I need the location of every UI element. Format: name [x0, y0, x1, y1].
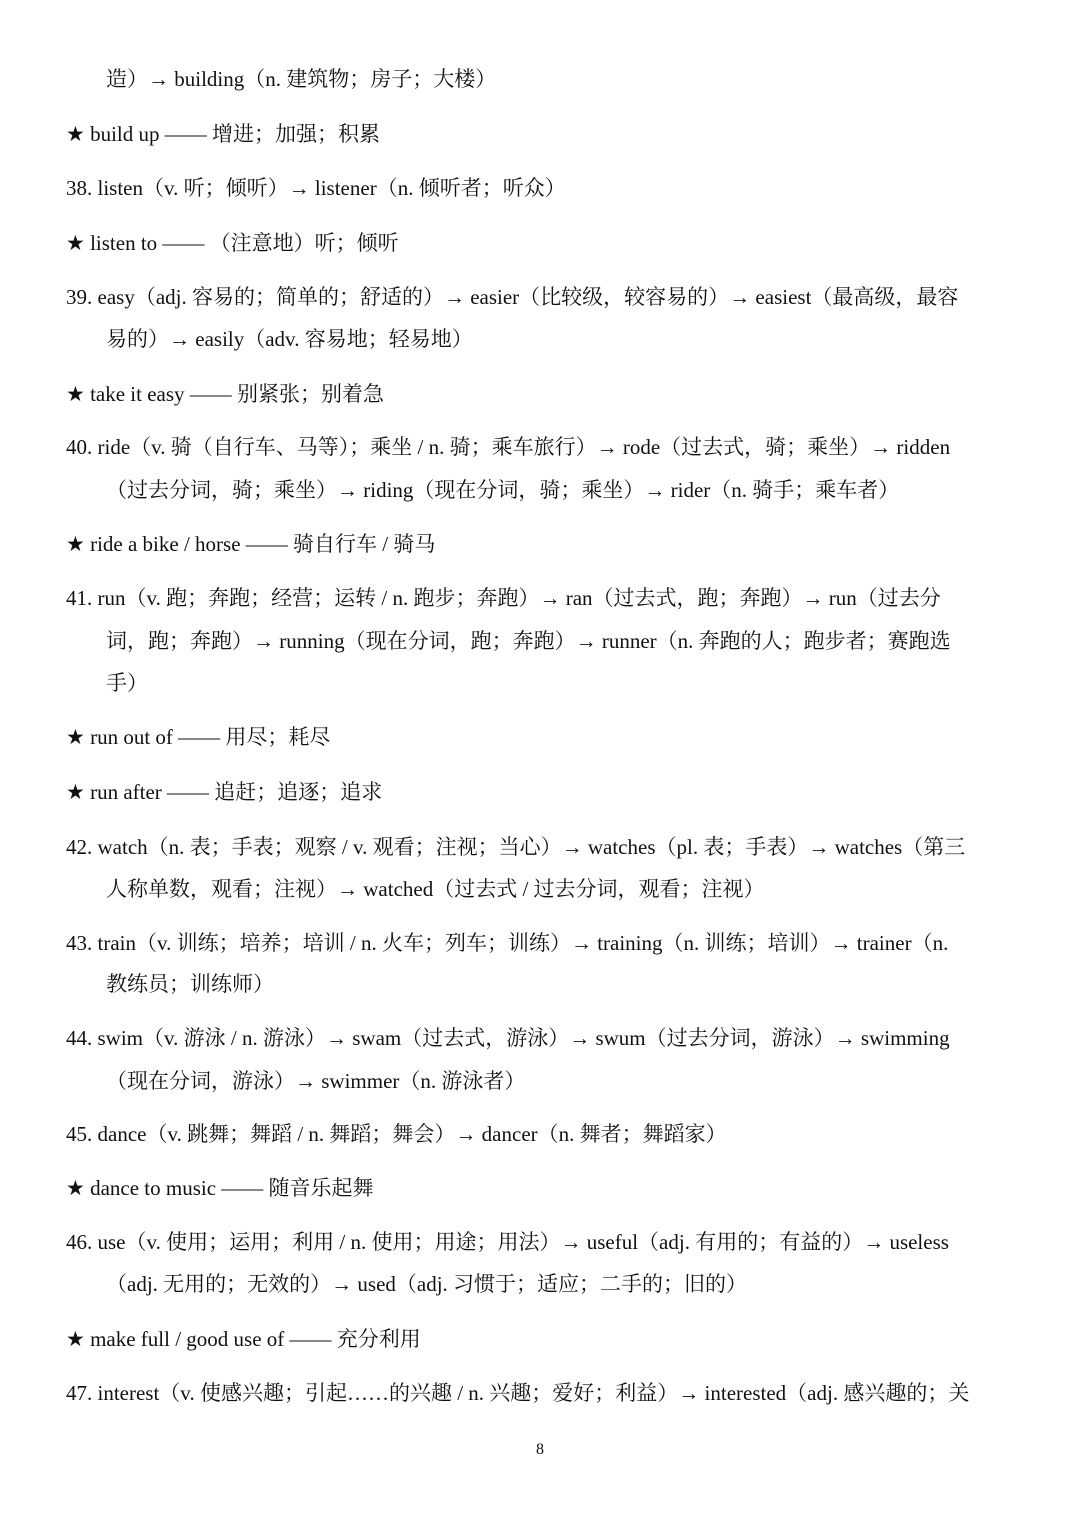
- entry-39: 39. easy（adj. 容易的；简单的；舒适的）→ easier（比较级，较容易的）→ easiest（最高级，最容: [66, 285, 959, 309]
- entry-41: 41. run（v. 跑；奔跑；经营；运转 / n. 跑步；奔跑）→ ran（过去式，跑；奔跑）→ run（过去分: [66, 586, 941, 610]
- entry-46-continuation: （adj. 无用的；无效的）→ used（adj. 习惯于；适应；二手的；旧的）: [106, 1272, 748, 1296]
- entry-42-continuation: 人称单数，观看；注视）→ watched（过去式 / 过去分词，观看；注视）: [106, 877, 765, 901]
- phrase-ride-a-bike: ★ ride a bike / horse —— 骑自行车 / 骑马: [66, 532, 436, 556]
- entry-44: 44. swim（v. 游泳 / n. 游泳）→ swam（过去式，游泳）→ swum（过去分词，游泳）→ swimming: [66, 1026, 950, 1050]
- entry-39-continuation: 易的）→ easily（adv. 容易地；轻易地）: [106, 327, 473, 351]
- entry-40: 40. ride（v. 骑（自行车、马等）；乘坐 / n. 骑；乘车旅行）→ rode（过去式，骑；乘坐）→ ridden: [66, 435, 951, 459]
- entry-45: 45. dance（v. 跳舞；舞蹈 / n. 舞蹈；舞会）→ dancer（n. 舞者；舞蹈家）: [66, 1122, 727, 1146]
- phrase-dance-to-music: ★ dance to music —— 随音乐起舞: [66, 1176, 374, 1200]
- phrase-run-after: ★ run after —— 追赶；追逐；追求: [66, 780, 383, 804]
- entry-42: 42. watch（n. 表；手表；观察 / v. 观看；注视；当心）→ watches（pl. 表；手表）→ watches（第三: [66, 835, 966, 859]
- entry-46: 46. use（v. 使用；运用；利用 / n. 使用；用途；用法）→ useful（adj. 有用的；有益的）→ useless: [66, 1230, 949, 1254]
- entry-41-continuation-2: 手）: [106, 671, 148, 695]
- entry-43-continuation: 教练员；训练师）: [106, 972, 274, 996]
- entry-37-continuation: 造）→ building（n. 建筑物；房子；大楼）: [106, 67, 497, 91]
- phrase-take-it-easy: ★ take it easy —— 别紧张；别着急: [66, 382, 385, 406]
- page-number: 8: [536, 1441, 544, 1458]
- entry-41-continuation: 词，跑；奔跑）→ running（现在分词，跑；奔跑）→ runner（n. 奔跑的人；跑步者；赛跑选: [106, 629, 951, 653]
- entry-47: 47. interest（v. 使感兴趣；引起……的兴趣 / n. 兴趣；爱好；利益）→ interested（adj. 感兴趣的；关: [66, 1381, 970, 1405]
- entry-38: 38. listen（v. 听；倾听）→ listener（n. 倾听者；听众）: [66, 176, 566, 200]
- entry-40-continuation: （过去分词，骑；乘坐）→ riding（现在分词，骑；乘坐）→ rider（n. 骑手；乘车者）: [106, 478, 900, 502]
- phrase-listen-to: ★ listen to —— （注意地）听；倾听: [66, 231, 399, 255]
- entry-43: 43. train（v. 训练；培养；培训 / n. 火车；列车；训练）→ training（n. 训练；培训）→ trainer（n.: [66, 931, 949, 955]
- phrase-make-full-use-of: ★ make full / good use of —— 充分利用: [66, 1327, 421, 1351]
- phrase-run-out-of: ★ run out of —— 用尽；耗尽: [66, 725, 331, 749]
- phrase-build-up: ★ build up —— 增进；加强；积累: [66, 122, 380, 146]
- entry-44-continuation: （现在分词，游泳）→ swimmer（n. 游泳者）: [106, 1069, 526, 1093]
